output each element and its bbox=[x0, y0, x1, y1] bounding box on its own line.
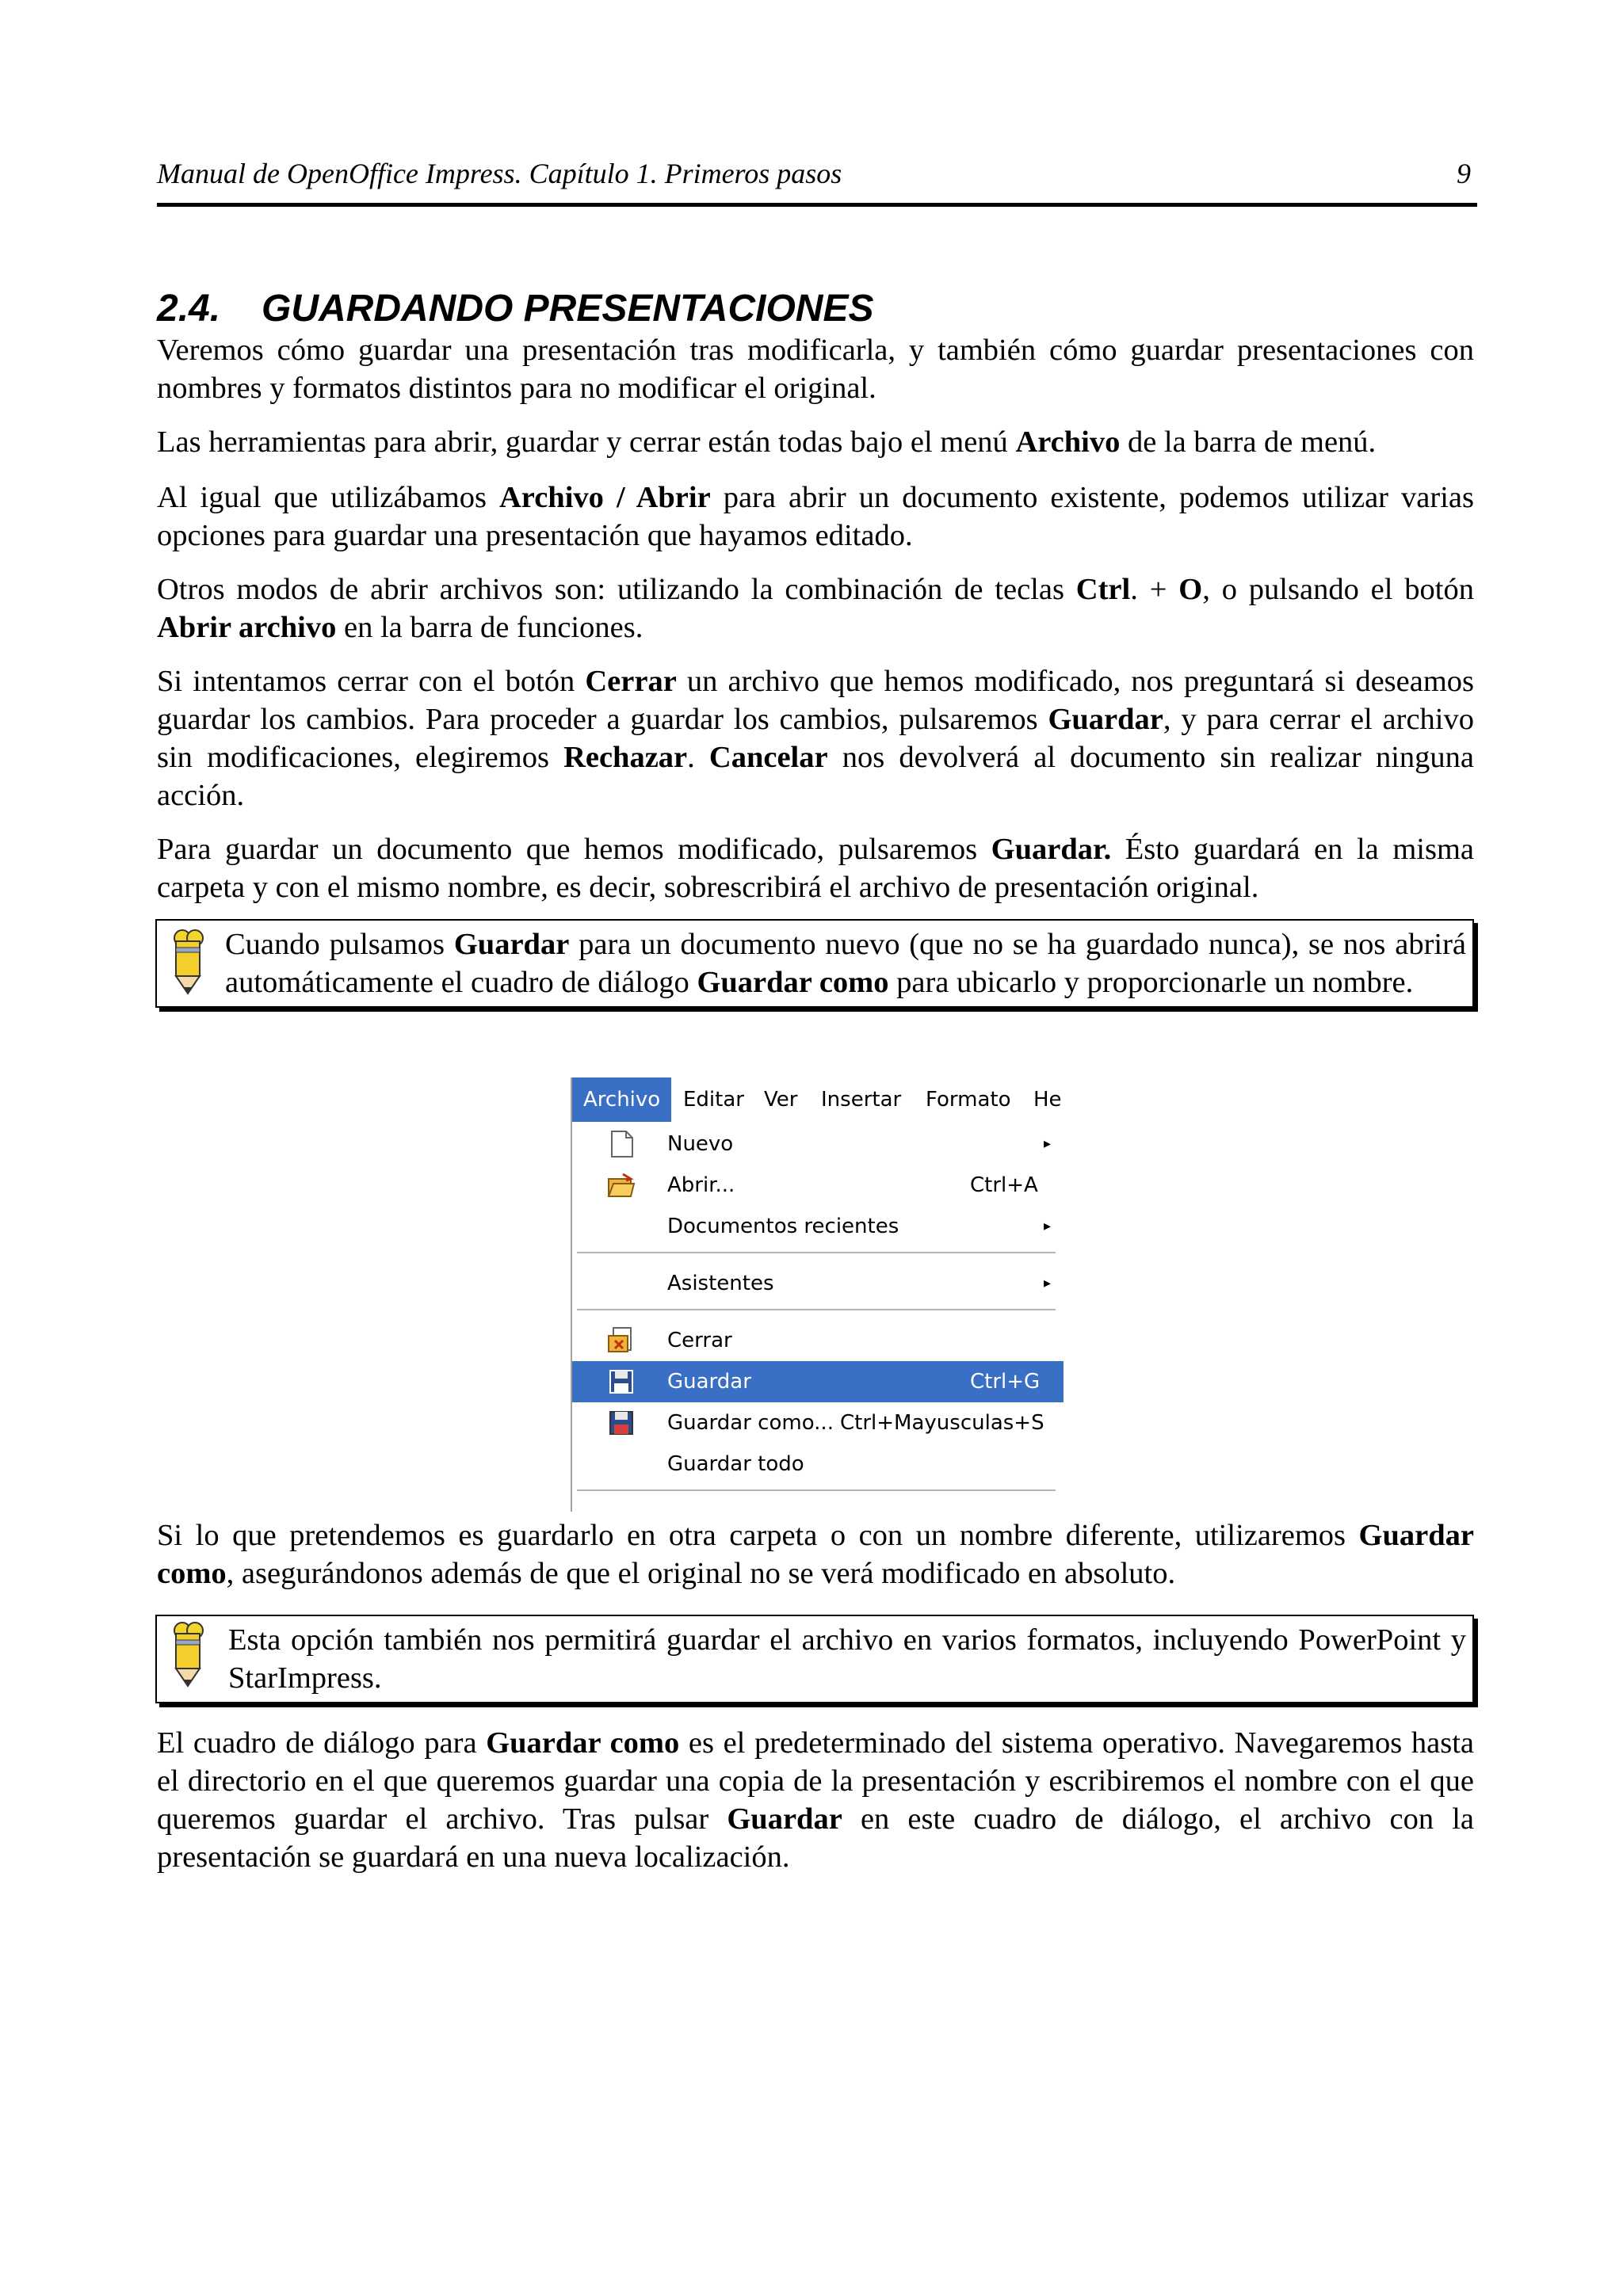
open-folder-icon bbox=[607, 1171, 636, 1199]
paragraph-7 bbox=[157, 1516, 1474, 1592]
paragraph-text: de la barra de menú. bbox=[1120, 425, 1377, 459]
bold-term: Guardar bbox=[453, 928, 570, 961]
menu-item-asistentes[interactable] bbox=[572, 1263, 1064, 1304]
menu-separator bbox=[577, 1252, 1056, 1253]
bold-term: Cancelar bbox=[708, 741, 828, 774]
paragraph-8 bbox=[157, 1724, 1474, 1876]
section-title: GUARDANDO PRESENTACIONES bbox=[262, 288, 874, 330]
bold-term: Cerrar bbox=[585, 665, 677, 698]
menu-item-abrir[interactable] bbox=[572, 1165, 1064, 1206]
submenu-arrow-icon: ▸ bbox=[1043, 1275, 1051, 1291]
paragraph-text: , o pulsando el botón bbox=[1202, 573, 1474, 606]
note-box-2 bbox=[155, 1615, 1474, 1703]
bold-term: Guardar como bbox=[486, 1726, 680, 1760]
note-box-1 bbox=[155, 919, 1474, 1008]
paragraph-text: Al igual que utilizábamos bbox=[157, 481, 499, 514]
paragraph-5 bbox=[157, 662, 1474, 814]
section-number: 2.4. bbox=[157, 288, 221, 330]
paragraph-text: Si lo que pretendemos es guardarlo en otra carpeta o con un nombre diferente, utilizaremos bbox=[157, 1519, 1359, 1552]
pencil-note-icon bbox=[162, 925, 225, 997]
submenu-arrow-icon: ▸ bbox=[1043, 1135, 1051, 1152]
shortcut-label: Ctrl+A bbox=[970, 1173, 1038, 1197]
section-heading bbox=[157, 287, 874, 330]
menu-ver[interactable]: Ver bbox=[764, 1088, 798, 1112]
bold-term: Guardar como bbox=[697, 966, 889, 999]
bold-term: Guardar como bbox=[157, 1519, 1474, 1590]
paragraph-text: en este cuadro de diálogo, el archivo con la presentación se guardará en una nueva localización. bbox=[157, 1802, 1474, 1874]
close-document-icon bbox=[607, 1326, 636, 1355]
menu-insertar[interactable]: Insertar bbox=[821, 1088, 902, 1112]
save-as-disk-icon bbox=[607, 1409, 636, 1437]
menu-bar bbox=[572, 1077, 1064, 1122]
paragraph-text: , asegurándonos además de que el original no se verá modificado en absoluto. bbox=[226, 1557, 1176, 1590]
bold-term: Guardar. bbox=[991, 833, 1112, 866]
menu-item-label: Cerrar bbox=[667, 1329, 732, 1352]
submenu-arrow-icon: ▸ bbox=[1043, 1218, 1051, 1234]
paragraph-text: Para guardar un documento que hemos modificado, pulsaremos bbox=[157, 833, 991, 866]
menu-item-label: Documentos recientes bbox=[667, 1215, 899, 1238]
paragraph-text: El cuadro de diálogo para bbox=[157, 1726, 487, 1760]
paragraph-text: . bbox=[687, 741, 709, 774]
paragraph-1 bbox=[157, 331, 1474, 407]
menu-editar[interactable]: Editar bbox=[683, 1088, 744, 1112]
paragraph-6 bbox=[157, 830, 1474, 906]
menu-item-documentos-recientes[interactable] bbox=[572, 1206, 1064, 1247]
menu-item-label: Abrir... bbox=[667, 1173, 735, 1197]
bold-term: Guardar bbox=[727, 1802, 842, 1836]
pencil-note-icon bbox=[162, 1618, 225, 1689]
shortcut-label: Ctrl+Mayusculas+S bbox=[840, 1411, 1044, 1435]
bold-term: Rechazar bbox=[563, 741, 688, 774]
paragraph-text: un archivo que hemos modificado, nos preguntará si deseamos guardar los cambios. Para proceder a guardar los cambios, pulsaremos bbox=[157, 665, 1475, 736]
menu-archivo[interactable]: Archivo bbox=[572, 1077, 671, 1122]
menu-ayuda[interactable]: He bbox=[1033, 1088, 1062, 1112]
header-title: Manual de OpenOffice Impress. Capítulo 1. Primeros pasos bbox=[157, 158, 842, 189]
menu-separator bbox=[577, 1309, 1056, 1310]
menu-item-cerrar[interactable] bbox=[572, 1320, 1064, 1361]
note-text: Esta opción también nos permitirá guardar el archivo en varios formatos, incluyendo PowerPoint y StarImpress. bbox=[228, 1623, 1466, 1695]
bold-term: Archivo bbox=[1015, 425, 1121, 459]
paragraph-text: Ésto guardará en la misma carpeta y con el mismo nombre, es decir, sobrescribirá el archivo de presentación original. bbox=[157, 833, 1475, 904]
page-header bbox=[157, 154, 1477, 207]
bold-term: Guardar bbox=[1048, 703, 1163, 736]
paragraph-3 bbox=[157, 479, 1474, 555]
paragraph-text: en la barra de funciones. bbox=[336, 611, 643, 644]
bold-term: Ctrl bbox=[1075, 573, 1131, 606]
paragraph-4 bbox=[157, 570, 1474, 646]
bold-term: Archivo / Abrir bbox=[499, 481, 711, 514]
paragraph-text: Si intentamos cerrar con el botón bbox=[157, 665, 586, 698]
paragraph-text: para abrir un documento existente, podemos utilizar varias opciones para guardar una presentación que hayamos editado. bbox=[157, 481, 1474, 552]
paragraph-text: Veremos cómo guardar una presentación tras modificarla, y también cómo guardar presentaciones con nombres y formatos distintos para no modificar el original. bbox=[157, 334, 1474, 405]
menu-item-label: Guardar como... bbox=[667, 1411, 834, 1435]
menu-item-label: Guardar bbox=[667, 1370, 751, 1394]
paragraph-text: nos devolverá al documento sin realizar ninguna acción. bbox=[157, 741, 1474, 812]
menu-screenshot bbox=[571, 1077, 1064, 1512]
archivo-dropdown bbox=[572, 1122, 1064, 1512]
menu-item-nuevo[interactable] bbox=[572, 1123, 1064, 1165]
note-text: para ubicarlo y proporcionarle un nombre. bbox=[888, 966, 1414, 999]
bold-term: Abrir archivo bbox=[157, 611, 337, 644]
menu-item-label: Guardar todo bbox=[667, 1452, 804, 1476]
menu-item-guardar[interactable] bbox=[572, 1361, 1064, 1402]
menu-separator bbox=[577, 1489, 1056, 1491]
paragraph-text: Las herramientas para abrir, guardar y cerrar están todas bajo el menú bbox=[157, 425, 1016, 459]
menu-item-label: Asistentes bbox=[667, 1272, 774, 1295]
menu-formato[interactable]: Formato bbox=[926, 1088, 1011, 1112]
note-text: para un documento nuevo (que no se ha guardado nunca), se nos abrirá automáticamente el cuadro de diálogo bbox=[225, 928, 1466, 999]
shortcut-label: Ctrl+G bbox=[970, 1370, 1041, 1394]
paragraph-text: Otros modos de abrir archivos son: utilizando la combinación de teclas bbox=[157, 573, 1076, 606]
note-text: Cuando pulsamos bbox=[225, 928, 454, 961]
paragraph-text: , y para cerrar el archivo sin modificaciones, elegiremos bbox=[157, 703, 1475, 774]
bold-term: O bbox=[1178, 573, 1203, 606]
paragraph-text: . + bbox=[1130, 573, 1179, 606]
paragraph-text: es el predeterminado del sistema operativo. Navegaremos hasta el directorio en el que queremos guardar una copia de la presentación y escribiremos el nombre con el que queremos guardar el archivo. Tras pulsar bbox=[157, 1726, 1475, 1836]
menu-item-label: Nuevo bbox=[667, 1132, 734, 1156]
menu-item-guardar-todo[interactable] bbox=[572, 1444, 1064, 1485]
save-disk-icon bbox=[607, 1367, 636, 1396]
menu-item-guardar-como[interactable] bbox=[572, 1402, 1064, 1444]
page-number: 9 bbox=[1457, 158, 1471, 189]
paragraph-2 bbox=[157, 423, 1474, 461]
new-document-icon bbox=[607, 1130, 636, 1158]
